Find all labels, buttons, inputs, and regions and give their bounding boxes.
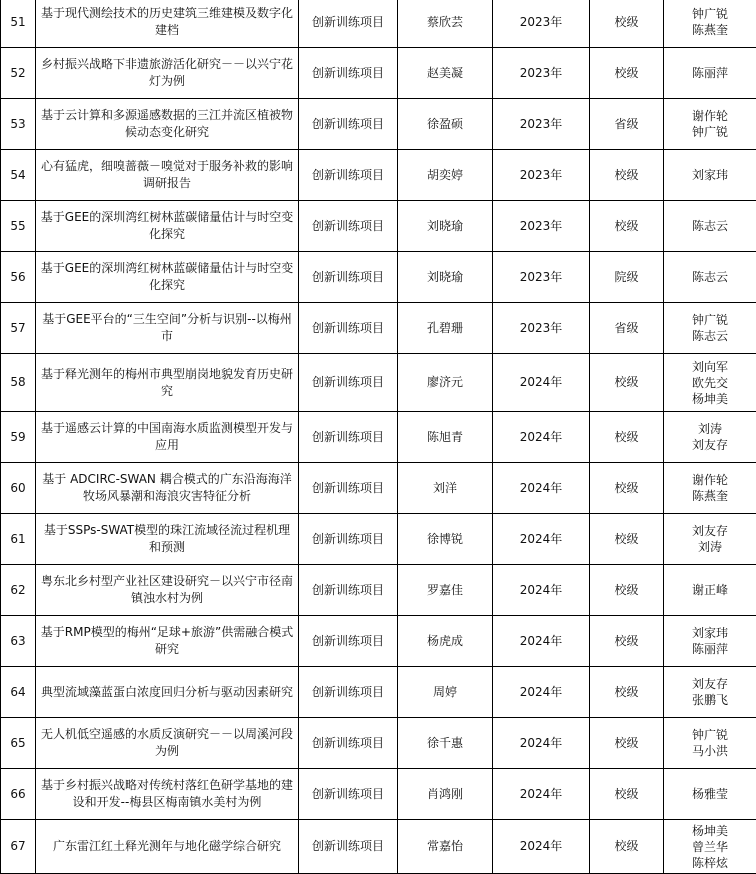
advisor-list (664, 150, 756, 201)
project-level: 校级 (590, 201, 664, 252)
row-number: 53 (1, 99, 36, 150)
project-category: 创新训练项目 (299, 354, 398, 412)
project-level: 校级 (590, 820, 664, 874)
student-name: 刘晓瑜 (398, 252, 493, 303)
project-year: 2024年 (493, 354, 590, 412)
advisor-name: 陈志云 (667, 269, 753, 285)
advisor-name: 钟广锐 (667, 6, 753, 22)
project-category: 创新训练项目 (299, 252, 398, 303)
project-title: 基于遥感云计算的中国南海水质监测模型开发与应用 (36, 412, 299, 463)
project-year: 2023年 (493, 252, 590, 303)
project-level: 校级 (590, 0, 664, 48)
row-number: 56 (1, 252, 36, 303)
table-row (1, 667, 756, 718)
project-category: 创新训练项目 (299, 769, 398, 820)
project-year: 2023年 (493, 201, 590, 252)
project-year: 2024年 (493, 769, 590, 820)
advisor-name: 陈志云 (667, 328, 753, 344)
advisor-list (664, 667, 756, 718)
table-row (1, 150, 756, 201)
project-category: 创新训练项目 (299, 0, 398, 48)
row-number: 66 (1, 769, 36, 820)
project-title: 基于乡村振兴战略对传统村落红色研学基地的建设和开发--梅县区梅南镇水美村为例 (36, 769, 299, 820)
advisor-name: 谢正峰 (667, 582, 753, 598)
student-name: 常嘉怡 (398, 820, 493, 874)
advisor-name: 谢作轮 (667, 108, 753, 124)
project-level: 校级 (590, 616, 664, 667)
project-title: 广东雷江红土释光测年与地化磁学综合研究 (36, 820, 299, 874)
student-name: 孔碧珊 (398, 303, 493, 354)
table-row (1, 820, 756, 874)
project-year: 2024年 (493, 820, 590, 874)
advisor-name: 张鹏飞 (667, 692, 753, 708)
project-level: 校级 (590, 667, 664, 718)
advisor-name: 刘涛 (667, 421, 753, 437)
row-number: 63 (1, 616, 36, 667)
advisor-name: 刘友存 (667, 523, 753, 539)
advisor-name: 陈志云 (667, 218, 753, 234)
table-row (1, 201, 756, 252)
project-title: 心有猛虎，细嗅蔷薇－嗅觉对于服务补救的影响调研报告 (36, 150, 299, 201)
project-title: 基于GEE的深圳湾红树林蓝碳储量估计与时空变化探究 (36, 252, 299, 303)
project-category: 创新训练项目 (299, 412, 398, 463)
project-year: 2023年 (493, 0, 590, 48)
table-row (1, 463, 756, 514)
student-name: 刘洋 (398, 463, 493, 514)
project-title: 基于SSPs-SWAT模型的珠江流域径流过程机理和预测 (36, 514, 299, 565)
advisor-name: 曾兰华 (667, 839, 753, 855)
table-row (1, 48, 756, 99)
advisor-name: 刘家玮 (667, 167, 753, 183)
advisor-name: 刘向军 (667, 359, 753, 375)
table-body (1, 0, 756, 874)
project-category: 创新训练项目 (299, 99, 398, 150)
row-number: 61 (1, 514, 36, 565)
project-year: 2024年 (493, 667, 590, 718)
advisor-name: 谢作轮 (667, 472, 753, 488)
project-level: 校级 (590, 565, 664, 616)
project-category: 创新训练项目 (299, 303, 398, 354)
project-title: 基于RMP模型的梅州“足球+旅游”供需融合模式研究 (36, 616, 299, 667)
advisor-list (664, 0, 756, 48)
project-year: 2023年 (493, 99, 590, 150)
student-name: 杨虎成 (398, 616, 493, 667)
advisor-name: 杨雅莹 (667, 786, 753, 802)
project-year: 2023年 (493, 150, 590, 201)
project-title: 粤东北乡村型产业社区建设研究－以兴宁市径南镇浊水村为例 (36, 565, 299, 616)
row-number: 65 (1, 718, 36, 769)
table-row (1, 616, 756, 667)
project-category: 创新训练项目 (299, 48, 398, 99)
student-name: 肖鸿刚 (398, 769, 493, 820)
project-level: 校级 (590, 769, 664, 820)
project-level: 校级 (590, 412, 664, 463)
student-name: 周婷 (398, 667, 493, 718)
table-row (1, 252, 756, 303)
project-year: 2024年 (493, 565, 590, 616)
table-row (1, 718, 756, 769)
row-number: 55 (1, 201, 36, 252)
project-category: 创新训练项目 (299, 201, 398, 252)
table-row (1, 99, 756, 150)
table-row (1, 412, 756, 463)
project-category: 创新训练项目 (299, 616, 398, 667)
table-row (1, 769, 756, 820)
advisor-list (664, 769, 756, 820)
advisor-list (664, 616, 756, 667)
project-category: 创新训练项目 (299, 820, 398, 874)
advisor-list (664, 565, 756, 616)
project-level: 省级 (590, 99, 664, 150)
project-level: 校级 (590, 514, 664, 565)
advisor-name: 陈丽萍 (667, 65, 753, 81)
advisor-list (664, 820, 756, 874)
project-category: 创新训练项目 (299, 463, 398, 514)
project-level: 校级 (590, 354, 664, 412)
project-category: 创新训练项目 (299, 565, 398, 616)
student-name: 徐盈硕 (398, 99, 493, 150)
project-year: 2024年 (493, 412, 590, 463)
project-year: 2024年 (493, 514, 590, 565)
student-name: 徐千惠 (398, 718, 493, 769)
advisor-list (664, 252, 756, 303)
project-category: 创新训练项目 (299, 718, 398, 769)
advisor-name: 陈丽萍 (667, 641, 753, 657)
project-title: 乡村振兴战略下非遗旅游活化研究－－以兴宁花灯为例 (36, 48, 299, 99)
project-level: 校级 (590, 150, 664, 201)
advisor-name: 刘家玮 (667, 625, 753, 641)
table-row (1, 514, 756, 565)
project-year: 2024年 (493, 718, 590, 769)
table-row (1, 565, 756, 616)
row-number: 67 (1, 820, 36, 874)
row-number: 52 (1, 48, 36, 99)
row-number: 58 (1, 354, 36, 412)
student-name: 廖济元 (398, 354, 493, 412)
advisor-name: 钟广锐 (667, 727, 753, 743)
advisor-list (664, 48, 756, 99)
student-name: 胡奕婷 (398, 150, 493, 201)
project-year: 2023年 (493, 48, 590, 99)
project-level: 校级 (590, 718, 664, 769)
advisor-list (664, 412, 756, 463)
project-level: 校级 (590, 48, 664, 99)
student-name: 徐博锐 (398, 514, 493, 565)
project-year: 2024年 (493, 463, 590, 514)
project-title: 基于GEE的深圳湾红树林蓝碳储量估计与时空变化探究 (36, 201, 299, 252)
advisor-name: 杨坤美 (667, 391, 753, 407)
project-title: 基于现代测绘技术的历史建筑三维建模及数字化建档 (36, 0, 299, 48)
advisor-list (664, 463, 756, 514)
advisor-name: 陈燕奎 (667, 488, 753, 504)
project-level: 院级 (590, 252, 664, 303)
project-year: 2024年 (493, 616, 590, 667)
project-title: 典型流域藻蓝蛋白浓度回归分析与驱动因素研究 (36, 667, 299, 718)
advisor-list (664, 354, 756, 412)
advisor-name: 陈梓炫 (667, 855, 753, 871)
row-number: 51 (1, 0, 36, 48)
table-row (1, 0, 756, 48)
row-number: 60 (1, 463, 36, 514)
advisor-name: 陈燕奎 (667, 22, 753, 38)
project-year: 2023年 (493, 303, 590, 354)
advisor-list (664, 514, 756, 565)
project-category: 创新训练项目 (299, 150, 398, 201)
project-title: 基于GEE平台的“三生空间”分析与识别--以梅州市 (36, 303, 299, 354)
student-name: 赵美凝 (398, 48, 493, 99)
student-name: 罗嘉佳 (398, 565, 493, 616)
advisor-list (664, 201, 756, 252)
student-name: 刘晓瑜 (398, 201, 493, 252)
row-number: 57 (1, 303, 36, 354)
advisor-list (664, 718, 756, 769)
advisor-name: 钟广锐 (667, 312, 753, 328)
advisor-name: 钟广锐 (667, 124, 753, 140)
project-category: 创新训练项目 (299, 667, 398, 718)
advisor-name: 刘友存 (667, 676, 753, 692)
row-number: 64 (1, 667, 36, 718)
advisor-name: 刘涛 (667, 539, 753, 555)
advisor-name: 马小洪 (667, 743, 753, 759)
row-number: 59 (1, 412, 36, 463)
project-title: 无人机低空遥感的水质反演研究－－以周溪河段为例 (36, 718, 299, 769)
advisor-list (664, 99, 756, 150)
project-category: 创新训练项目 (299, 514, 398, 565)
student-name: 蔡欣芸 (398, 0, 493, 48)
project-title: 基于释光测年的梅州市典型崩岗地貌发育历史研究 (36, 354, 299, 412)
project-level: 省级 (590, 303, 664, 354)
row-number: 62 (1, 565, 36, 616)
student-name: 陈旭青 (398, 412, 493, 463)
project-title: 基于 ADCIRC-SWAN 耦合模式的广东沿海海洋牧场风暴潮和海浪灾害特征分析 (36, 463, 299, 514)
table-row (1, 303, 756, 354)
table-row (1, 354, 756, 412)
project-title: 基于云计算和多源遥感数据的三江并流区植被物候动态变化研究 (36, 99, 299, 150)
project-level: 校级 (590, 463, 664, 514)
row-number: 54 (1, 150, 36, 201)
advisor-name: 刘友存 (667, 437, 753, 453)
advisor-name: 杨坤美 (667, 823, 753, 839)
advisor-name: 欧先交 (667, 375, 753, 391)
advisor-list (664, 303, 756, 354)
